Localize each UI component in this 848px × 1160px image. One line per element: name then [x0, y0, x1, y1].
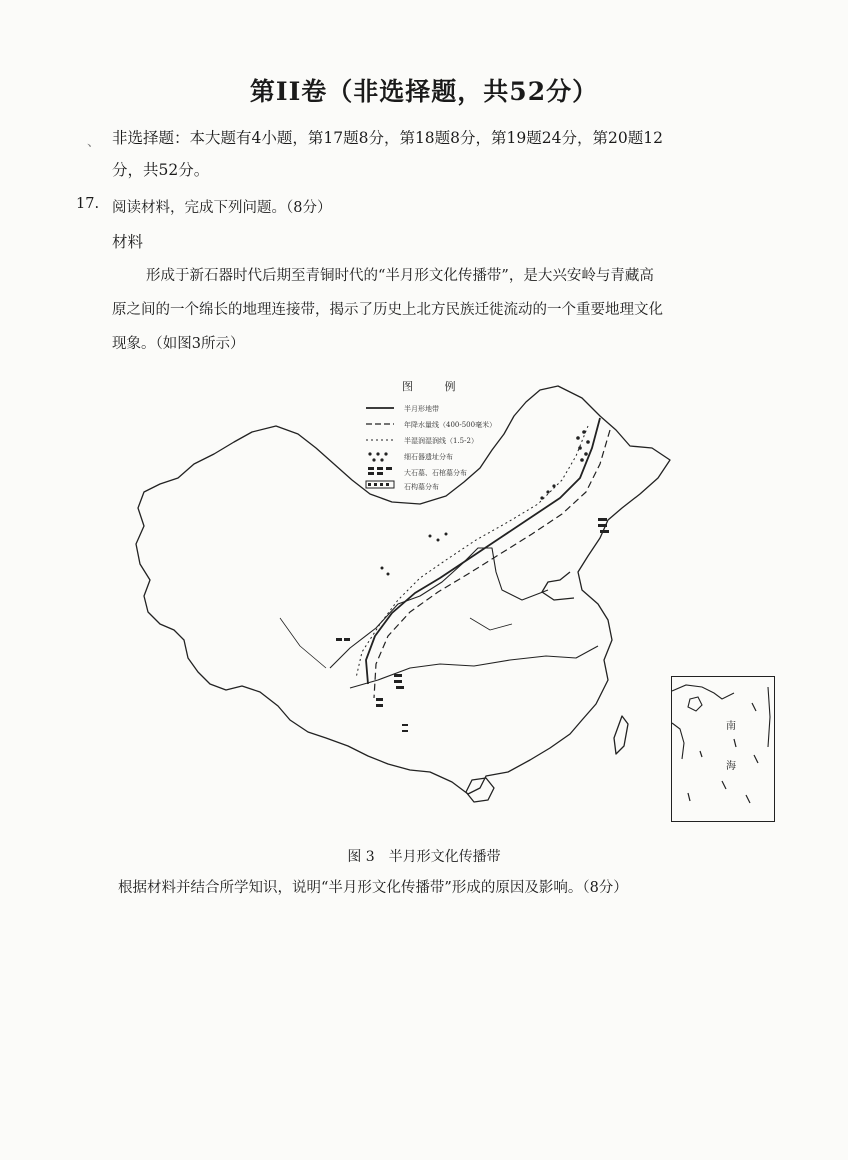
china-outline [136, 386, 670, 794]
section-instruction-line2: 分，共52分。 [112, 161, 210, 179]
legend-item-stone-tombs: 大石墓、石棺墓分布 [404, 469, 467, 477]
humidity-line [356, 426, 588, 678]
inset-label-sea: 海 [726, 761, 736, 772]
legend-item-precipitation: 年降水量线（400-500毫米） [404, 421, 497, 429]
inset-label-south: 南 [726, 721, 736, 732]
material-line-3: 现象。（如图3所示） [112, 336, 245, 352]
material-line-1: 形成于新石器时代后期至青铜时代的“半月形文化传播带”，是大兴安岭与青藏高 [146, 268, 654, 284]
section-instruction-line1: 非选择题：本大题有4小题，第17题8分，第18题8分，第19题24分，第20题12 [112, 129, 663, 147]
legend-item-humidity: 半湿润湿润线（1.5-2） [404, 437, 478, 445]
yangtze-river [350, 646, 598, 688]
crescent-belt-line [366, 418, 600, 684]
question-prompt: 阅读材料，完成下列问题。（8分） [112, 200, 332, 216]
legend-title: 图 例 [402, 380, 470, 393]
question-number: 17. [76, 196, 100, 212]
hainan-island [466, 778, 494, 802]
figure-caption: 图 3 半月形文化传播带 [347, 849, 501, 865]
material-line-2: 原之间的一个绵长的地理连接带，揭示了历史上北方民族迁徙流动的一个重要地理文化 [112, 302, 663, 318]
legend-item-stone-structure-tombs: 石构墓分布 [404, 483, 439, 491]
legend-item-microlith-sites: 细石器遗址分布 [404, 453, 453, 461]
legend-item-crescent-belt: 半月形地带 [404, 405, 439, 413]
section-mark: 、 [87, 135, 101, 150]
taiwan-island [614, 716, 628, 754]
material-label: 材料 [112, 233, 144, 251]
inset-svg [672, 677, 773, 820]
south-china-sea-inset [671, 676, 775, 822]
page-title: 第II卷（非选择题，共52分） [249, 77, 599, 106]
question-instruction: 根据材料并结合所学知识，说明“半月形文化传播带”形成的原因及影响。（8分） [118, 880, 628, 896]
